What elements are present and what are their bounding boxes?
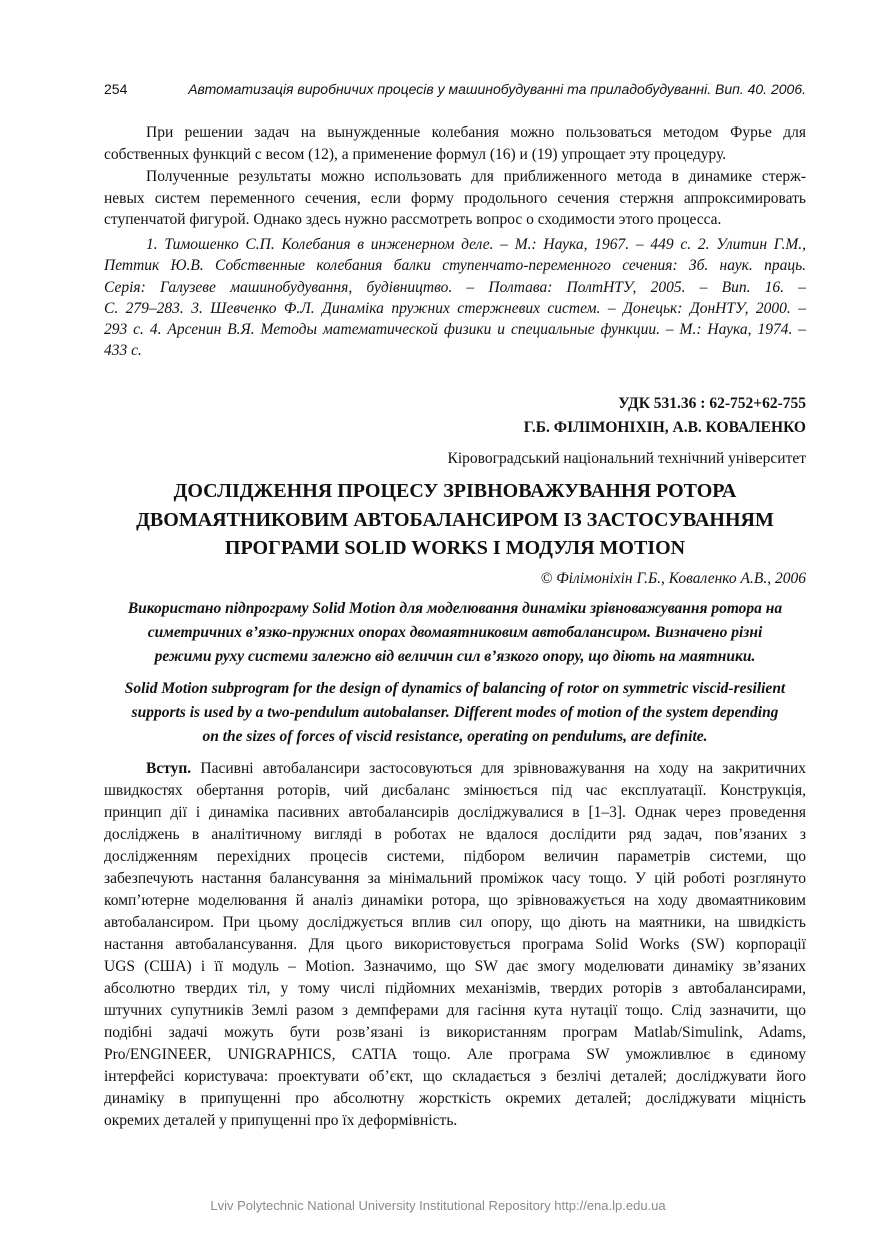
- body-line: [104, 758, 806, 780]
- abstract-english: [104, 677, 806, 749]
- body-line: абсолютно твердих тіл, у тому числі підйомних механізмів, твердих роторів з автобалансирами,: [104, 980, 806, 997]
- body-line: забезпечують настання балансування за мінімальний проміжок часу тощо. У цій роботі розглянуто: [104, 870, 806, 887]
- body-line: досліджень в аналітичному вигляді в роботах не вдалося дослідити ряд задач, пов’язаних з: [104, 826, 806, 843]
- references: [104, 234, 806, 362]
- intro-heading: Вступ.: [146, 760, 192, 777]
- prev-article-paragraph-1: [104, 122, 806, 165]
- body-line: комп’ютерне моделювання й аналіз динаміки ротора, що зрівноважується на ходу двомаятниковим: [104, 892, 806, 909]
- body-line: інтерфейсі користувача: проектувати об’єкт, що складається з безлічі деталей; досліджувати його: [104, 1068, 806, 1085]
- body-line: подібні задачі можуть бути розв’язані із використанням програм Matlab/Simulink, Adams,: [104, 1024, 806, 1041]
- reference-line: 293 с. 4. Арсенин В.Я. Методы математической физики и специальные функции. – М.: Наука, 1974. –: [104, 321, 806, 339]
- article-title: [104, 477, 806, 563]
- abstract-ukrainian: [104, 597, 806, 669]
- body-line: принцип дії і динаміка пасивних автобалансирів досліджувалися в [1–3]. Однак через проведення: [104, 804, 806, 821]
- abstract-line: Solid Motion subprogram for the design of dynamics of balancing of rotor on symmetric viscid-resilient: [124, 680, 786, 697]
- article-authors: Г.Б. ФІЛІМОНІХІН, А.В. КОВАЛЕНКО: [523, 419, 806, 436]
- title-line: ПРОГРАМИ SOLID WORKS І МОДУЛЯ MOTION: [224, 537, 686, 559]
- reference-line: 433 с.: [104, 342, 142, 360]
- abstract-line: симетричних в’язко-пружних опорах двомаятниковим автобалансиром. Визначено різні: [147, 624, 763, 641]
- intro-text: Пасивні автобалансири застосовуються для зрівноважування на ходу на закритичних: [191, 760, 806, 777]
- abstract-line: Використано підпрограму Solid Motion для моделювання динаміки зрівноважування ротора на: [127, 600, 783, 617]
- abstract-line: supports is used by a two-pendulum autobalanser. Different modes of motion of the system depending: [131, 704, 779, 721]
- paragraph-line: невых систем переменного сечения, если форму продольного сечения стержня аппроксимировать: [104, 189, 806, 207]
- copyright: © Філімоніхін Г.Б., Коваленко А.В., 2006: [540, 570, 806, 587]
- paragraph-line: собственных функций с весом (12), а применение формул (16) и (19) упрощает эту процедуру.: [104, 145, 727, 163]
- paragraph-line: Полученные результаты можно использовать для приближенного метода в динамике стерж-: [146, 168, 806, 185]
- reference-line: 1. Тимошенко С.П. Колебания в инженерном деле. – М.: Наука, 1967. – 449 с. 2. Улитин Г.М.,: [146, 236, 806, 253]
- abstract-line: режими руху системи залежно від величин сил в’язкого опору, що діють на маятники.: [154, 648, 756, 665]
- body-line: настання автобалансування. Для цього використовується програма Solid Works (SW) корпорації: [104, 936, 806, 953]
- paragraph-line: При решении задач на вынужденные колебания можно пользоваться методом Фурье для: [146, 124, 806, 141]
- body-line: UGS (США) і її модуль – Motion. Зазначимо, що SW дає змогу моделювати динаміку зв’язаних: [104, 958, 806, 975]
- journal-title: Автоматизація виробничих процесів у машинобудуванні та приладобудуванні. Вип. 40. 2006.: [188, 81, 806, 97]
- body-line: Pro/ENGINEER, UNIGRAPHICS, CATIA тощо. Але програма SW уможливлює в єдиному: [104, 1046, 806, 1063]
- page-number: 254: [104, 81, 128, 97]
- affiliation: Кіровоградський національний технічний університет: [447, 450, 806, 467]
- body-line: штучних супутників Землі разом з демпферами для гасіння кута нутації тощо. Слід зазначити, що: [104, 1002, 806, 1019]
- body-line: окремих деталей у припущенні про їх деформівність.: [104, 1112, 458, 1129]
- title-line: ДВОМАЯТНИКОВИМ АВТОБАЛАНСИРОМ ІЗ ЗАСТОСУВАННЯМ: [136, 508, 774, 531]
- body-line: швидкостях обертання роторів, чий дисбаланс змінюється під час експлуатації. Конструкція,: [104, 782, 806, 799]
- body-line: дослідженням перехідних процесів системи, підбором величин параметрів системи, що: [104, 848, 806, 865]
- reference-line: Петтик Ю.В. Собственные колебания балки ступенчато-переменного сечения: Зб. наук. праць.: [104, 257, 806, 275]
- repository-footer: Lviv Polytechnic National University Institutional Repository http://ena.lp.edu.ua: [210, 1198, 666, 1213]
- introduction-section: [104, 758, 806, 1132]
- prev-article-paragraph-2: [104, 166, 806, 231]
- udc-code: УДК 531.36 : 62-752+62-755: [618, 395, 806, 412]
- body-line: автобалансиром. При цьому досліджується вплив сил опору, що діють на маятники, на швидкість: [104, 914, 806, 931]
- title-line: ДОСЛІДЖЕННЯ ПРОЦЕСУ ЗРІВНОВАЖУВАННЯ РОТОРА: [173, 480, 737, 502]
- paragraph-line: ступенчатой фигурой. Однако здесь нужно рассмотреть вопрос о сходимости этого процесса.: [104, 211, 722, 228]
- abstract-line: on the sizes of forces of viscid resistance, operating on pendulums, are definite.: [202, 728, 708, 745]
- reference-line: С. 279–283. 3. Шевченко Ф.Л. Динаміка пружних стержневих систем. – Донецьк: ДонНТУ, 2000. –: [104, 299, 806, 317]
- reference-line: Серія: Галузеве машинобудування, будівництво. – Полтава: ПолтНТУ, 2005. – Вип. 16. –: [104, 278, 806, 296]
- body-line: динаміку в припущенні про абсолютну жорсткість окремих деталей; досліджувати міцність: [104, 1090, 806, 1107]
